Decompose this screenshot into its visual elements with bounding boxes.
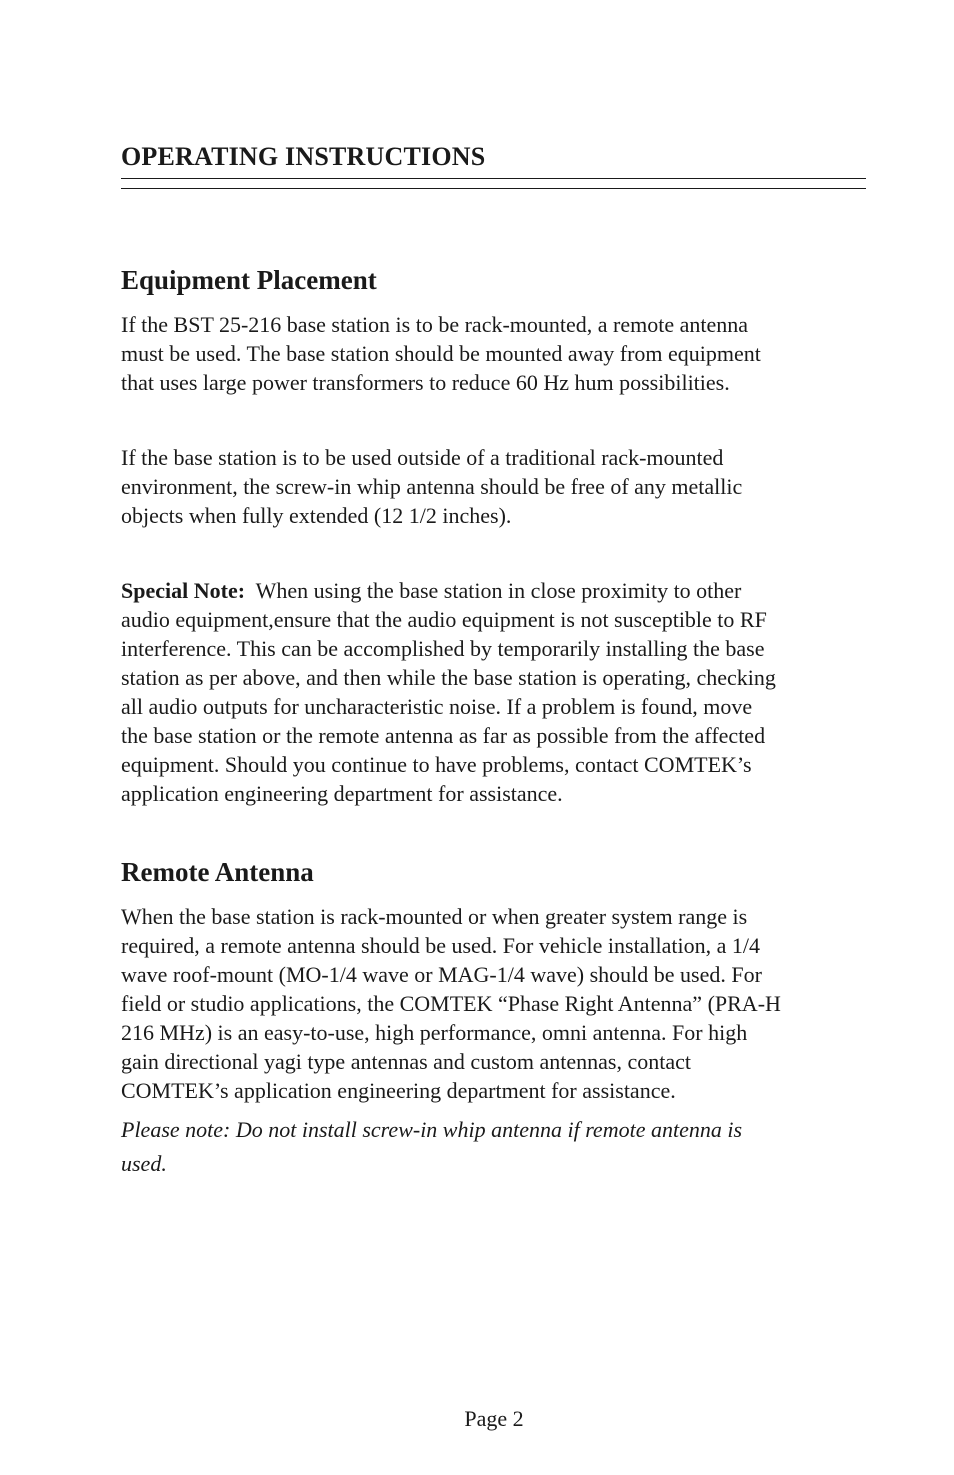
paragraph-whip-antenna: If the base station is to be used outside of a traditional rack-mounted environment, the screw-in whip antenna should be free of any metallic objects when fully extended (12 1/2 inches). xyxy=(121,445,743,528)
section-equipment-placement xyxy=(121,262,781,808)
paragraph-rack-mount: If the BST 25-216 base station is to be rack-mounted, a remote antenna must be used. The base station should be mounted away from equipment that uses large power transformers to reduce 60 Hz hum possibilities. xyxy=(121,312,761,395)
special-note-label: Special Note: xyxy=(121,578,246,603)
section-heading-equipment-placement: Equipment Placement xyxy=(121,265,377,295)
section-remote-antenna xyxy=(121,854,781,1181)
page-footer xyxy=(0,1404,954,1434)
page-number: Page 2 xyxy=(464,1406,524,1431)
paragraph-remote-antenna: When the base station is rack-mounted or when greater system range is required, a remote antenna should be used. For vehicle installation, a 1/4 wave roof-mount (MO-1/4 wave or MAG-1/4 wave) should be used. For field or studio applications, the COMTEK “Phase Right Antenna” (PRA-H 216 MHz) is an easy-to-use, high performance, omni antenna. For high gain directional yagi type antennas and custom antennas, contact COMTEK’s application engineering department for assistance. xyxy=(121,904,781,1103)
section-heading-remote-antenna: Remote Antenna xyxy=(121,857,314,887)
special-note-paragraph xyxy=(121,576,781,808)
page-title: OPERATING INSTRUCTIONS xyxy=(121,142,486,171)
header-rule-top xyxy=(121,178,866,179)
header-rule-bottom xyxy=(121,188,866,189)
special-note-text: When using the base station in close proximity to other audio equipment,ensure that the audio equipment is not susceptible to RF interference. This can be accomplished by temporarily installing the base station as per above, and then while the base station is operating, checking all audio outputs for uncharacteristic noise. If a problem is found, move the base station or the remote antenna as far as possible from the affected equipment. Should you continue to have problems, contact COMTEK’s application engineering department for assistance. xyxy=(121,578,776,806)
document-body xyxy=(121,262,781,1181)
page-header xyxy=(121,141,866,173)
italic-note: Please note: Do not install screw-in whip antenna if remote antenna is used. xyxy=(121,1117,743,1176)
